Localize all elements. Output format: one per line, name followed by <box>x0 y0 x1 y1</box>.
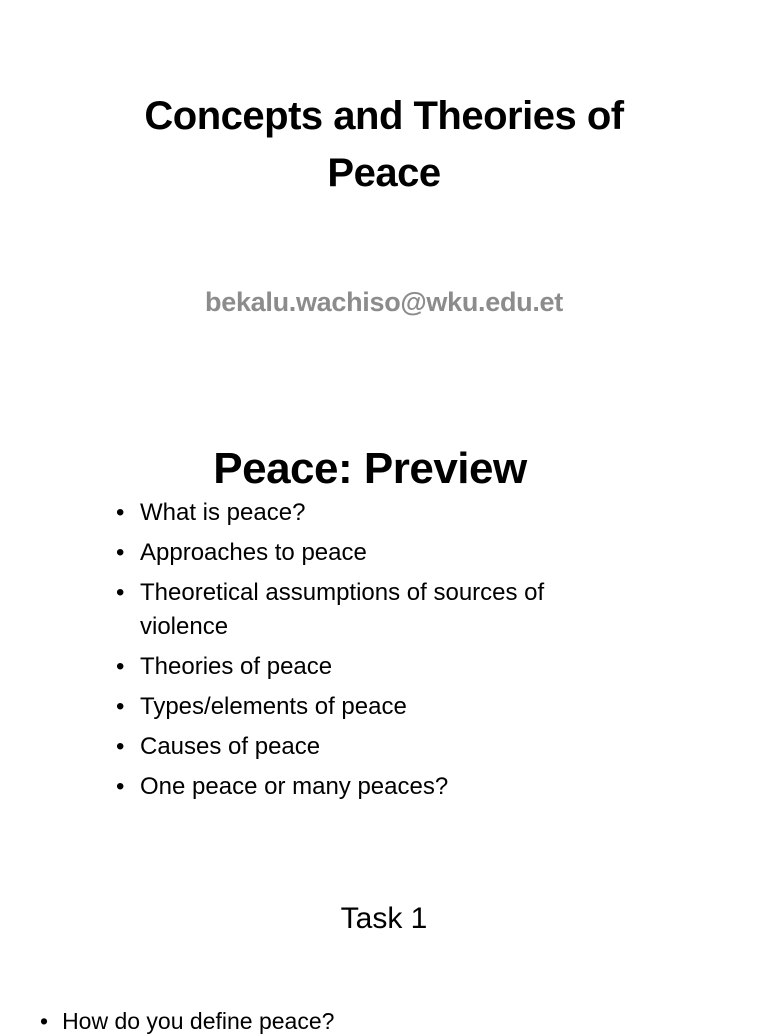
list-item <box>116 496 616 530</box>
bullet-icon: • <box>40 1008 49 1034</box>
list-item-text: Approaches to peace <box>140 539 367 566</box>
list-item <box>116 536 616 570</box>
list-item-text: Theoretical assumptions of sources of violence <box>140 579 545 640</box>
author-email: bekalu.wachiso@wku.edu.et <box>205 287 563 317</box>
title-slide <box>0 0 768 420</box>
bullet-icon: • <box>116 773 125 800</box>
bullet-icon: • <box>116 539 125 566</box>
list-item <box>116 690 616 724</box>
slide-title: Concepts and Theories of Peace <box>144 94 624 195</box>
preview-slide <box>0 420 768 850</box>
list-item-text: How do you define peace? <box>62 1008 335 1034</box>
bullet-icon: • <box>116 693 125 720</box>
list-item-text: Causes of peace <box>140 733 321 760</box>
list-item <box>116 576 616 644</box>
list-item-text: One peace or many peaces? <box>140 773 449 800</box>
list-item <box>116 770 616 804</box>
preview-bullet-list <box>116 496 616 810</box>
list-item-text: Types/elements of peace <box>140 693 407 720</box>
bullet-icon: • <box>116 733 125 760</box>
list-item <box>40 1008 334 1035</box>
list-item-text: What is peace? <box>140 499 306 526</box>
list-item-text: Theories of peace <box>140 653 333 680</box>
list-item <box>116 650 616 684</box>
list-item <box>116 730 616 764</box>
bullet-icon: • <box>116 579 125 606</box>
task-title: Task 1 <box>340 902 428 935</box>
task-slide <box>0 850 768 1034</box>
bullet-icon: • <box>116 653 125 680</box>
bullet-icon: • <box>116 499 125 526</box>
preview-title: Peace: Preview <box>213 444 527 493</box>
